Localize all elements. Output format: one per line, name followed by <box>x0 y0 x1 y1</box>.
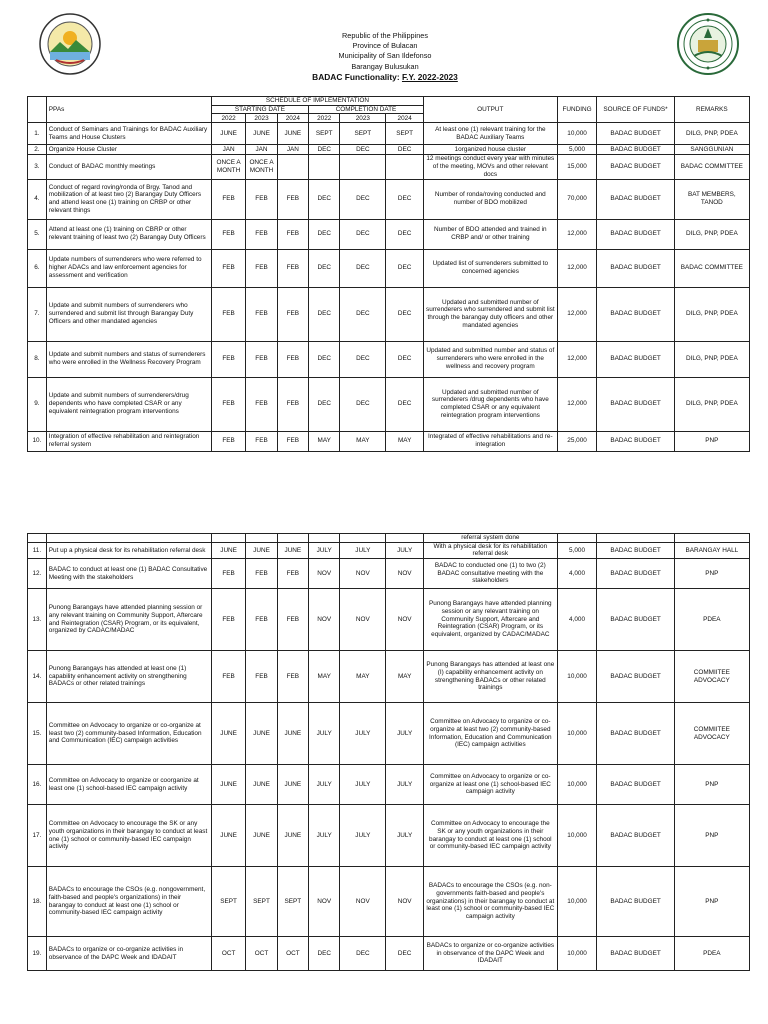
output-cell: Updated list of surrenderers submitted to concerned agencies <box>423 249 557 287</box>
row-number: 15. <box>28 703 47 765</box>
completion-2023: NOV <box>340 559 386 589</box>
start-2022: OCT <box>211 937 245 971</box>
remarks-cell: DILG, PNP, PDEA <box>674 377 749 431</box>
municipal-seal-logo <box>676 12 740 76</box>
table-row <box>28 703 750 765</box>
header-line-province: Province of Bulacan <box>352 41 418 51</box>
start-2023: FEB <box>246 287 277 341</box>
source-of-funds-cell: BADAC BUDGET <box>597 179 674 219</box>
start-2024: FEB <box>277 179 308 219</box>
funding-cell: 10,000 <box>557 651 597 703</box>
start-2022: JUNE <box>211 123 245 145</box>
start-2024: FEB <box>277 651 308 703</box>
ppa-cell: Put up a physical desk for its rehabilitation referral desk <box>46 542 211 558</box>
table-row <box>28 179 750 219</box>
funding-cell: 5,000 <box>557 145 597 155</box>
table-row <box>28 249 750 287</box>
completion-2024: MAY <box>386 431 424 451</box>
ppa-cell: Conduct of BADAC monthly meetings <box>46 155 211 179</box>
source-of-funds-cell: BADAC BUDGET <box>597 341 674 377</box>
completion-2023: JULY <box>340 805 386 867</box>
output-cell: Updated and submitted number of surrenderers /drug dependents who have completed CSAR or any equivalent reintegration program interventions <box>423 377 557 431</box>
col-header-completion-date: COMPLETION DATE <box>309 105 424 114</box>
completion-2023: SEPT <box>340 123 386 145</box>
start-2023: FEB <box>246 431 277 451</box>
source-of-funds-cell: BADAC BUDGET <box>597 219 674 249</box>
funding-cell: 4,000 <box>557 559 597 589</box>
ppa-cell: Integration of effective rehabilitation and reintegration referral system <box>46 431 211 451</box>
table-row <box>28 219 750 249</box>
ppa-cell: Update numbers of surrenderers who were referred to higher ADACs and law enforcement agencies for assessment and verification <box>46 249 211 287</box>
completion-2023: DEC <box>340 341 386 377</box>
funding-cell: 25,000 <box>557 431 597 451</box>
remarks-cell: PDEA <box>674 589 749 651</box>
col-header-year: 2022 <box>309 114 340 123</box>
start-2024: JUNE <box>277 765 308 805</box>
table-row <box>28 287 750 341</box>
output-cell: BADAC to conducted one (1) to two (2) BADAC consultative meeting with the stakeholders <box>423 559 557 589</box>
completion-2022: DEC <box>309 287 340 341</box>
table-row <box>28 542 750 558</box>
output-cell: Updated and submitted number of surrenderers who surrendered and submit list through the barangay duty officers and other mandated agencies <box>423 287 557 341</box>
start-2022: SEPT <box>211 867 245 937</box>
col-header-year: 2023 <box>246 114 277 123</box>
output-cell: Punong Barangays have attended planning session or any relevant training on Community Support, Aftercare and Reintegration (CSAR) Program, or its equivalent, organized by CADAC/MADAC <box>423 589 557 651</box>
completion-2023: DEC <box>340 145 386 155</box>
output-cell: Committee on Advocacy to organize or co-organize at least two (2) community-based Information, Education and Communication (IEC) campaign activities <box>423 703 557 765</box>
completion-2024: SEPT <box>386 123 424 145</box>
completion-2022: MAY <box>309 651 340 703</box>
completion-2022: DEC <box>309 145 340 155</box>
completion-2024: NOV <box>386 589 424 651</box>
start-2022: JUNE <box>211 765 245 805</box>
completion-2023: DEC <box>340 219 386 249</box>
start-2023: FEB <box>246 589 277 651</box>
funding-cell: 10,000 <box>557 765 597 805</box>
start-2023: FEB <box>246 377 277 431</box>
start-2022: FEB <box>211 219 245 249</box>
plan-table-body-page-1 <box>28 123 750 451</box>
completion-2022: DEC <box>309 179 340 219</box>
ppa-cell: Committee on Advocacy to encourage the SK or any youth organizations in their barangay to conduct at least one (1) school or community-based IEC campaign activity <box>46 805 211 867</box>
funding-cell: 5,000 <box>557 542 597 558</box>
output-cell: 1organized house cluster <box>423 145 557 155</box>
funding-cell: 12,000 <box>557 377 597 431</box>
start-2024: FEB <box>277 431 308 451</box>
remarks-cell: SANGGUNIAN <box>674 145 749 155</box>
row-number: 18. <box>28 867 47 937</box>
row-number: 11. <box>28 542 47 558</box>
completion-2024: JULY <box>386 805 424 867</box>
output-cell: Committee on Advocacy to encourage the SK or any youth organizations in their barangay to conduct at least one (1) school or community-based IEC campaign activity <box>423 805 557 867</box>
row-number: 13. <box>28 589 47 651</box>
start-2023: ONCE A MONTH <box>246 155 277 179</box>
start-2024: JAN <box>277 145 308 155</box>
start-2022: ONCE A MONTH <box>211 155 245 179</box>
completion-2022 <box>309 155 340 179</box>
output-cell: referral system done <box>423 534 557 543</box>
completion-2022: MAY <box>309 431 340 451</box>
remarks-cell: PDEA <box>674 937 749 971</box>
start-2023: FEB <box>246 651 277 703</box>
completion-2023: DEC <box>340 377 386 431</box>
remarks-cell: DILG, PNP, PDEA <box>674 219 749 249</box>
table-cell <box>674 534 749 543</box>
completion-2023: DEC <box>340 249 386 287</box>
remarks-cell: DILG, PNP, PDEA <box>674 123 749 145</box>
start-2023: JUNE <box>246 123 277 145</box>
barangay-seal-logo <box>38 12 102 76</box>
header-line-republic: Republic of the Philippines <box>342 31 428 40</box>
completion-2024: NOV <box>386 867 424 937</box>
start-2024: FEB <box>277 589 308 651</box>
table-row <box>28 651 750 703</box>
start-2022: JAN <box>211 145 245 155</box>
ppa-cell: Update and submit numbers of surrenderers/drug dependents who have completed CSAR or any equivalent reintegration program interventions <box>46 377 211 431</box>
start-2023: FEB <box>246 249 277 287</box>
completion-2022: DEC <box>309 377 340 431</box>
source-of-funds-cell: BADAC BUDGET <box>597 589 674 651</box>
completion-2024 <box>386 155 424 179</box>
source-of-funds-cell: BADAC BUDGET <box>597 123 674 145</box>
ppa-cell: BADACs to organize or co-organize activities in observance of the DAPC Week and IDADAIT <box>46 937 211 971</box>
funding-cell: 12,000 <box>557 287 597 341</box>
start-2022: FEB <box>211 651 245 703</box>
col-header-source: SOURCE OF FUNDS* <box>597 97 674 123</box>
start-2023: JUNE <box>246 542 277 558</box>
start-2022: FEB <box>211 559 245 589</box>
output-cell: BADACs to organize or co-organize activities in observance of the DAPC Week and IDADAIT <box>423 937 557 971</box>
source-of-funds-cell: BADAC BUDGET <box>597 867 674 937</box>
start-2024: FEB <box>277 249 308 287</box>
completion-2024: MAY <box>386 651 424 703</box>
start-2024: FEB <box>277 377 308 431</box>
plan-table-page-1 <box>27 96 750 452</box>
output-cell: Committee on Advocacy to organize or co-organize at least one (1) school-based IEC campaign activity <box>423 765 557 805</box>
output-cell: With a physical desk for its rehabilitation referral desk <box>423 542 557 558</box>
start-2022: FEB <box>211 431 245 451</box>
source-of-funds-cell: BADAC BUDGET <box>597 145 674 155</box>
completion-2022: DEC <box>309 219 340 249</box>
completion-2022: JULY <box>309 703 340 765</box>
completion-2022: JULY <box>309 542 340 558</box>
table-cell <box>557 534 597 543</box>
row-number: 14. <box>28 651 47 703</box>
completion-2023: MAY <box>340 431 386 451</box>
source-of-funds-cell: BADAC BUDGET <box>597 155 674 179</box>
remarks-cell: PNP <box>674 765 749 805</box>
source-of-funds-cell: BADAC BUDGET <box>597 805 674 867</box>
completion-2022: JULY <box>309 805 340 867</box>
col-header-year: 2023 <box>340 114 386 123</box>
start-2022: FEB <box>211 589 245 651</box>
row-number: 1. <box>28 123 47 145</box>
completion-2022: SEPT <box>309 123 340 145</box>
table-row <box>28 937 750 971</box>
remarks-cell: BADAC COMMITTEE <box>674 249 749 287</box>
completion-2024: DEC <box>386 219 424 249</box>
start-2024: JUNE <box>277 703 308 765</box>
completion-2023: JULY <box>340 765 386 805</box>
table-cell <box>246 534 277 543</box>
row-number: 10. <box>28 431 47 451</box>
col-header-starting-date: STARTING DATE <box>211 105 308 114</box>
funding-cell: 10,000 <box>557 805 597 867</box>
ppa-cell: BADAC to conduct at least one (1) BADAC Consultative Meeting with the stakeholders <box>46 559 211 589</box>
row-number: 7. <box>28 287 47 341</box>
table-cell <box>211 534 245 543</box>
ppa-cell: Conduct of regard roving/ronda of Brgy. Tanod and mobilization of at least two (2) Barangay Duty Officers and attend least one (1) training on CRBP or other relevant things <box>46 179 211 219</box>
start-2023: JAN <box>246 145 277 155</box>
start-2023: FEB <box>246 219 277 249</box>
completion-2023: JULY <box>340 703 386 765</box>
completion-2024: DEC <box>386 145 424 155</box>
funding-cell: 12,000 <box>557 219 597 249</box>
remarks-cell: PNP <box>674 805 749 867</box>
start-2024: JUNE <box>277 542 308 558</box>
table-cell <box>386 534 424 543</box>
completion-2022: NOV <box>309 867 340 937</box>
completion-2023: DEC <box>340 287 386 341</box>
table-row <box>28 589 750 651</box>
row-number: 12. <box>28 559 47 589</box>
completion-2024: DEC <box>386 287 424 341</box>
ppa-cell: Committee on Advocacy to organize or co-organize at least two (2) community-based Information, Education and Communication (IEC) campaign activities <box>46 703 211 765</box>
table-row <box>28 867 750 937</box>
continuation-row <box>28 534 750 543</box>
table-row <box>28 431 750 451</box>
completion-2022: DEC <box>309 249 340 287</box>
funding-cell: 4,000 <box>557 589 597 651</box>
table-row <box>28 341 750 377</box>
completion-2024: JULY <box>386 703 424 765</box>
start-2024: FEB <box>277 559 308 589</box>
source-of-funds-cell: BADAC BUDGET <box>597 431 674 451</box>
table-cell <box>277 534 308 543</box>
table-row <box>28 377 750 431</box>
funding-cell: 10,000 <box>557 867 597 937</box>
ppa-cell: Conduct of Seminars and Trainings for BADAC Auxiliary Teams and House Clusters <box>46 123 211 145</box>
start-2022: JUNE <box>211 703 245 765</box>
output-cell: Updated and submitted number and status of surrenderers who were enrolled in the wellness and recovery program <box>423 341 557 377</box>
source-of-funds-cell: BADAC BUDGET <box>597 559 674 589</box>
ppa-cell: Committee on Advocacy to organize or coorganize at least one (1) school-based IEC campaign activity <box>46 765 211 805</box>
header-text-block <box>230 31 540 83</box>
start-2023: JUNE <box>246 703 277 765</box>
start-2024: FEB <box>277 219 308 249</box>
completion-2022: DEC <box>309 341 340 377</box>
remarks-cell: PNP <box>674 431 749 451</box>
output-cell: BADACs to encourage the CSOs (e.g. non-governments faith-based and people's organizations) in their barangay to conduct at least one (1) school or community-based IEC campaign activity <box>423 867 557 937</box>
completion-2023: NOV <box>340 867 386 937</box>
completion-2024: DEC <box>386 179 424 219</box>
table-row <box>28 765 750 805</box>
start-2024 <box>277 155 308 179</box>
start-2022: JUNE <box>211 805 245 867</box>
output-cell: Integrated of effective rehabilitations and re-integration <box>423 431 557 451</box>
col-header-year: 2024 <box>277 114 308 123</box>
start-2024: FEB <box>277 287 308 341</box>
ppa-cell: Punong Barangays have attended planning session or any relevant training on Community Support, Aftercare and Reintegration (CSAR) Program, or its equivalent, organized by CADAC/MADAC <box>46 589 211 651</box>
completion-2023: MAY <box>340 651 386 703</box>
completion-2023: JULY <box>340 542 386 558</box>
row-number: 3. <box>28 155 47 179</box>
completion-2023: NOV <box>340 589 386 651</box>
source-of-funds-cell: BADAC BUDGET <box>597 377 674 431</box>
start-2024: SEPT <box>277 867 308 937</box>
funding-cell: 10,000 <box>557 703 597 765</box>
ppa-cell: BADACs to encourage the CSOs (e.g. nongovernment, faith-based and people's organizations) in their barangay to conduct at least one (1) school or community-based IEC campaign activity <box>46 867 211 937</box>
start-2022: FEB <box>211 249 245 287</box>
plan-table-page-2 <box>27 533 750 971</box>
output-cell: At least one (1) relevant training for the BADAC Auxiliary Teams <box>423 123 557 145</box>
plan-table-body-page-2 <box>28 534 750 971</box>
source-of-funds-cell: BADAC BUDGET <box>597 249 674 287</box>
funding-cell: 15,000 <box>557 155 597 179</box>
completion-2024: DEC <box>386 377 424 431</box>
start-2024: OCT <box>277 937 308 971</box>
source-of-funds-cell: BADAC BUDGET <box>597 765 674 805</box>
row-number: 9. <box>28 377 47 431</box>
completion-2023: DEC <box>340 179 386 219</box>
ppa-cell: Punong Barangays has attended at least one (1) capability enhancement activity on strengthening BADACs or other related trainings <box>46 651 211 703</box>
funding-cell: 12,000 <box>557 249 597 287</box>
table-row <box>28 123 750 145</box>
ppa-cell: Update and submit numbers of surrenderers who surrendered and submit list through Barangay Duty Officers and other mandated agencies <box>46 287 211 341</box>
table-row <box>28 559 750 589</box>
remarks-cell: COMMIITEE ADVOCACY <box>674 703 749 765</box>
completion-2024: DEC <box>386 249 424 287</box>
title-fiscal-year: F.Y. 2022-2023 <box>401 71 458 82</box>
completion-2023: DEC <box>340 937 386 971</box>
table-row <box>28 155 750 179</box>
table-row <box>28 145 750 155</box>
ppa-cell: Attend at least one (1) training on CBRP or other relevant training of least two (2) Barangay Duty Officers <box>46 219 211 249</box>
funding-cell: 70,000 <box>557 179 597 219</box>
row-number: 6. <box>28 249 47 287</box>
start-2023: OCT <box>246 937 277 971</box>
completion-2024: NOV <box>386 559 424 589</box>
remarks-cell: PNP <box>674 867 749 937</box>
header-line-barangay: Barangay Bulusukan <box>351 61 419 71</box>
table-cell <box>597 534 674 543</box>
document-title <box>230 72 540 83</box>
ppa-cell: Organize House Cluster <box>46 145 211 155</box>
remarks-cell: DILG, PNP, PDEA <box>674 341 749 377</box>
col-header-remarks: REMARKS <box>674 97 749 123</box>
output-cell: Punong Barangays has attended at least one (I) capability enhancement activity on strengthening BADACs or other related trainings <box>423 651 557 703</box>
start-2022: JUNE <box>211 542 245 558</box>
row-number: 8. <box>28 341 47 377</box>
remarks-cell: COMMIITEE ADVOCACY <box>674 651 749 703</box>
start-2022: FEB <box>211 287 245 341</box>
start-2023: JUNE <box>246 805 277 867</box>
table-cell <box>28 534 47 543</box>
remarks-cell: BAT MEMBERS, TANOD <box>674 179 749 219</box>
source-of-funds-cell: BADAC BUDGET <box>597 542 674 558</box>
row-number: 17. <box>28 805 47 867</box>
col-header-year: 2024 <box>386 114 424 123</box>
remarks-cell: BADAC COMMITTEE <box>674 155 749 179</box>
ppa-cell: Update and submit numbers and status of surrenderers who were enrolled in the Wellness Recovery Program <box>46 341 211 377</box>
source-of-funds-cell: BADAC BUDGET <box>597 651 674 703</box>
completion-2022: DEC <box>309 937 340 971</box>
table-cell <box>309 534 340 543</box>
start-2024: JUNE <box>277 805 308 867</box>
col-header-year: 2022 <box>211 114 245 123</box>
col-header-funding: FUNDING <box>557 97 597 123</box>
document-header <box>0 0 768 96</box>
row-number: 19. <box>28 937 47 971</box>
col-header-schedule: SCHEDULE OF IMPLEMENTATION <box>211 97 423 106</box>
funding-cell: 12,000 <box>557 341 597 377</box>
completion-2022: NOV <box>309 589 340 651</box>
row-number: 4. <box>28 179 47 219</box>
completion-2022: JULY <box>309 765 340 805</box>
completion-2024: JULY <box>386 765 424 805</box>
table-row <box>28 805 750 867</box>
start-2023: FEB <box>246 559 277 589</box>
remarks-cell: BARANGAY HALL <box>674 542 749 558</box>
remarks-cell: PNP <box>674 559 749 589</box>
start-2022: FEB <box>211 377 245 431</box>
title-prefix: BADAC Functionality: <box>312 71 402 82</box>
funding-cell: 10,000 <box>557 123 597 145</box>
start-2022: FEB <box>211 179 245 219</box>
row-number: 16. <box>28 765 47 805</box>
source-of-funds-cell: BADAC BUDGET <box>597 287 674 341</box>
col-header-ppas: PPAs <box>46 97 211 123</box>
completion-2023 <box>340 155 386 179</box>
col-header-output: OUTPUT <box>423 97 557 123</box>
header-line-municipality: Municipality of San Ildefonso <box>338 51 432 61</box>
row-number: 5. <box>28 219 47 249</box>
start-2023: FEB <box>246 179 277 219</box>
output-cell: 12 meetings conduct every year with minutes of the meeting, MOVs and other relevant docs <box>423 155 557 179</box>
start-2024: JUNE <box>277 123 308 145</box>
completion-2024: DEC <box>386 937 424 971</box>
start-2023: JUNE <box>246 765 277 805</box>
start-2023: FEB <box>246 341 277 377</box>
start-2023: SEPT <box>246 867 277 937</box>
completion-2022: NOV <box>309 559 340 589</box>
output-cell: Number of ronda/roving conducted and number of BDO mobilized <box>423 179 557 219</box>
start-2022: FEB <box>211 341 245 377</box>
source-of-funds-cell: BADAC BUDGET <box>597 703 674 765</box>
completion-2024: JULY <box>386 542 424 558</box>
remarks-cell: DILG, PNP, PDEA <box>674 287 749 341</box>
funding-cell: 10,000 <box>557 937 597 971</box>
table-cell <box>340 534 386 543</box>
source-of-funds-cell: BADAC BUDGET <box>597 937 674 971</box>
col-header-no <box>28 97 47 123</box>
table-cell <box>46 534 211 543</box>
row-number: 2. <box>28 145 47 155</box>
output-cell: Number of BDO attended and trained in CRBP and/ or other training <box>423 219 557 249</box>
start-2024: FEB <box>277 341 308 377</box>
completion-2024: DEC <box>386 341 424 377</box>
